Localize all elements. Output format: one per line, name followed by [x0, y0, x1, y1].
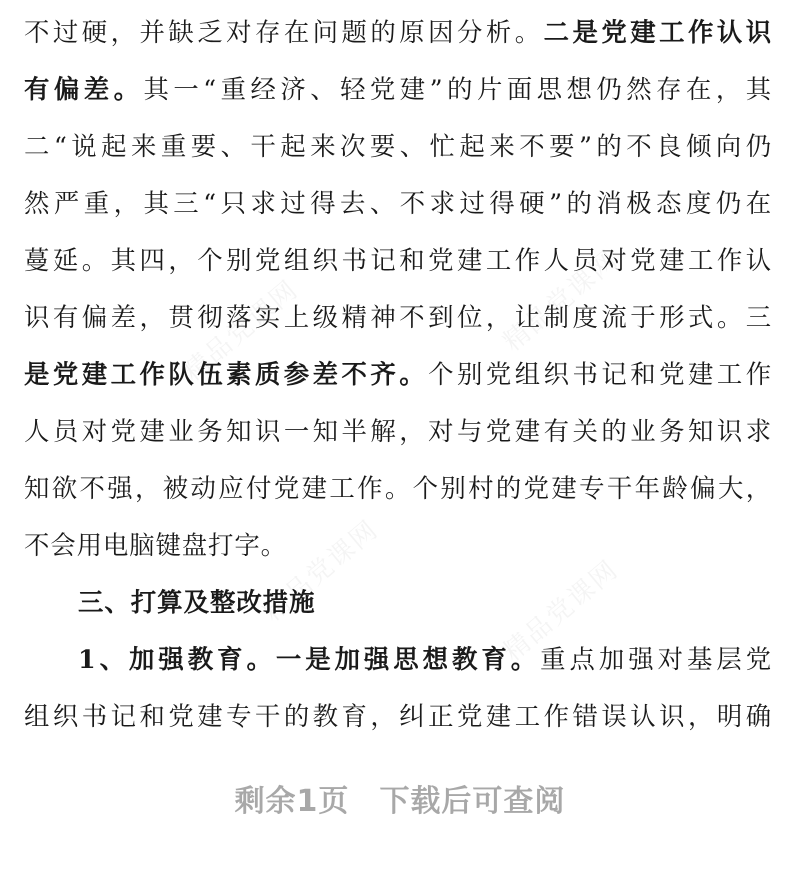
- text-line: [24, 697, 772, 735]
- text-run: 其一“重经济、轻党建”的片面思想仍然存在，其: [143, 74, 772, 104]
- watermark-text: 精品党课网: [497, 554, 625, 668]
- text-line: [24, 355, 772, 393]
- remaining-pages-label: 剩余1页: [234, 784, 350, 819]
- heading-text: 三、打算及整改措施: [78, 587, 316, 617]
- text-run: 知欲不强，被动应付党建工作。个别村的党建专干年龄偏大，: [24, 473, 772, 503]
- text-line: [24, 526, 772, 564]
- text-run: 二“说起来重要、干起来次要、忙起来不要”的不良倾向仍: [24, 131, 772, 161]
- text-run: 不会用电脑键盘打字。: [24, 530, 287, 560]
- document-body: [24, 0, 772, 760]
- download-to-view-label: 下载后可查阅: [379, 784, 566, 819]
- text-run: 重点加强对基层党: [540, 644, 772, 674]
- bold-text-run: 1、加强教育。一是加强思想教育。: [78, 644, 541, 674]
- text-run: 然严重，其三“只求过得去、不求过得硬”的消极态度仍在: [24, 188, 772, 218]
- text-line: [24, 469, 772, 507]
- text-line: [24, 70, 772, 108]
- text-run: 不过硬，并缺乏对存在问题的原因分析。: [24, 17, 544, 47]
- watermark-text: 精品党课网: [177, 274, 305, 388]
- text-line: [24, 241, 772, 279]
- text-line: [24, 127, 772, 165]
- text-line: [78, 640, 772, 678]
- remaining-pages-notice[interactable]: [0, 776, 800, 820]
- text-line: [24, 412, 772, 450]
- text-line: [24, 298, 772, 336]
- watermark-text: 精品党课网: [497, 244, 625, 358]
- section-heading: [78, 583, 772, 621]
- text-run: 个别党组织书记和党建工作: [428, 359, 772, 389]
- text-run: 人员对党建业务知识一知半解，对与党建有关的业务知识求: [24, 416, 772, 446]
- bold-text-run: 是党建工作队伍素质参差不齐。: [24, 359, 429, 389]
- bold-text-run: 二是党建工作认识: [543, 17, 772, 47]
- text-run: 识有偏差，贯彻落实上级精神不到位，让制度流于形式。三: [24, 302, 772, 332]
- bold-text-run: 有偏差。: [24, 74, 144, 104]
- watermark-text: 精品党课网: [257, 514, 385, 628]
- text-line: [24, 184, 772, 222]
- text-line: [24, 13, 772, 51]
- text-run: 蔓延。其四，个别党组织书记和党建工作人员对党建工作认: [24, 245, 772, 275]
- text-run: 组织书记和党建专干的教育，纠正党建工作错误认识，明确: [24, 701, 772, 731]
